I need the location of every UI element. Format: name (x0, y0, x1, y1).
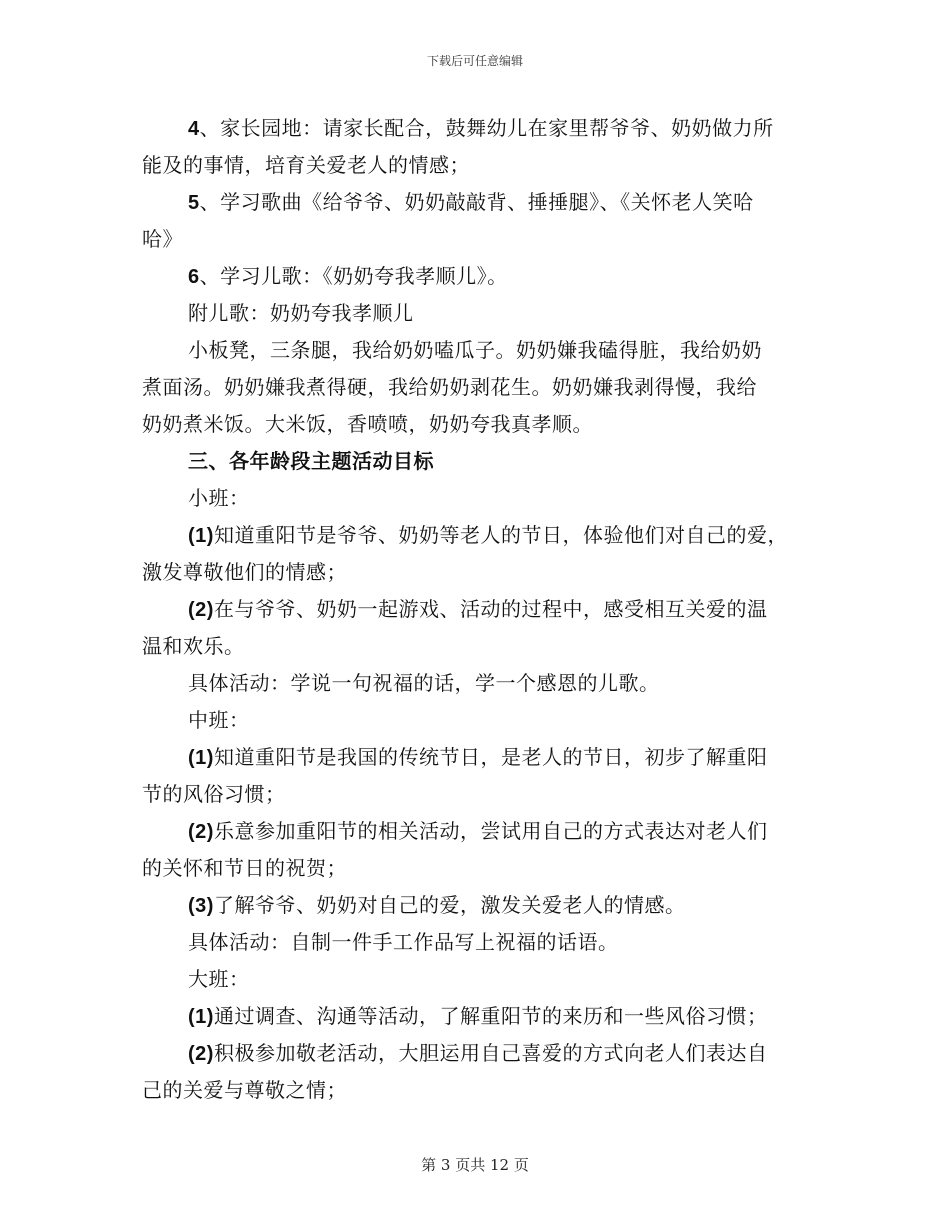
middle-class-goal-3-line-1 (142, 887, 812, 924)
page-footer: 第 3 页共 12 页 (421, 1156, 529, 1174)
small-class-goal-1-line-2: 激发尊敬他们的情感； (142, 560, 347, 584)
paragraph-text: 积极参加敬老活动，大胆运用自己喜爱的方式向老人们表达自 (213, 1041, 768, 1065)
small-class-goal-1-line-1 (142, 517, 812, 554)
paragraph-text: 乐意参加重阳节的相关活动，尝试用自己的方式表达对老人们 (213, 819, 768, 843)
paragraph-text: 、家长园地：请家长配合，鼓舞幼儿在家里帮爷爷、奶奶做力所 (199, 116, 774, 140)
goal-number: (1) (188, 747, 214, 769)
paragraph-text: 知道重阳节是爷爷、奶奶等老人的节日，体验他们对自己的爱， (213, 523, 788, 547)
middle-class-goal-2-line-1 (142, 813, 812, 850)
item-number: 4 (188, 118, 200, 140)
item-6-line-1 (142, 258, 812, 295)
small-class-goal-2-line-2: 温和欢乐。 (142, 634, 245, 658)
goal-number: (3) (188, 895, 214, 917)
song-title: 附儿歌：奶奶夸我孝顺儿 (188, 301, 414, 325)
item-4-line-1 (142, 110, 812, 147)
song-line-3: 奶奶煮米饭。大米饭，香喷喷，奶奶夸我真孝顺。 (142, 412, 593, 436)
document-body (142, 110, 812, 1109)
goal-number: (1) (188, 525, 214, 547)
middle-class-label: 中班： (188, 708, 250, 732)
paragraph-text: 了解爷爷、奶奶对自己的爱，激发关爱老人的情感。 (213, 893, 686, 917)
song-line-1: 小板凳，三条腿，我给奶奶嗑瓜子。奶奶嫌我磕得脏，我给奶奶 (188, 338, 762, 362)
large-class-goal-2-line-1 (142, 1035, 812, 1072)
small-class-activity: 具体活动：学说一句祝福的话，学一个感恩的儿歌。 (188, 671, 660, 695)
small-class-goal-2-line-1 (142, 591, 812, 628)
paragraph-text: 通过调查、沟通等活动，了解重阳节的来历和一些风俗习惯； (213, 1004, 768, 1028)
middle-class-goal-2-line-2: 的关怀和节日的祝贺； (142, 856, 347, 880)
item-5-line-2: 哈》 (142, 227, 183, 251)
large-class-goal-2-line-2: 己的关爱与尊敬之情； (142, 1078, 347, 1102)
paragraph-text: 在与爷爷、奶奶一起游戏、活动的过程中，感受相互关爱的温 (213, 597, 768, 621)
goal-number: (2) (188, 599, 214, 621)
paragraph-text: 知道重阳节是我国的传统节日，是老人的节日，初步了解重阳 (213, 745, 768, 769)
goal-number: (1) (188, 1006, 214, 1028)
page-header: 下载后可任意编辑 (426, 54, 523, 68)
goal-number: (2) (188, 1043, 214, 1065)
paragraph-text: 、学习歌曲《给爷爷、奶奶敲敲背、捶捶腿》、《关怀老人笑哈 (199, 190, 754, 214)
item-number: 5 (188, 192, 200, 214)
middle-class-goal-1-line-2: 节的风俗习惯； (142, 782, 286, 806)
goal-number: (2) (188, 821, 214, 843)
paragraph-text: 、学习儿歌：《奶奶夸我孝顺儿》。 (199, 264, 508, 288)
item-4-line-2: 能及的事情，培育关爱老人的情感； (142, 153, 470, 177)
item-number: 6 (188, 266, 200, 288)
song-line-2: 煮面汤。奶奶嫌我煮得硬，我给奶奶剥花生。奶奶嫌我剥得慢，我给 (142, 375, 757, 399)
small-class-label: 小班： (188, 486, 250, 510)
middle-class-activity: 具体活动：自制一件手工作品写上祝福的话语。 (188, 930, 619, 954)
large-class-goal-1-line-1 (142, 998, 812, 1035)
large-class-label: 大班： (188, 967, 250, 991)
item-5-line-1 (142, 184, 812, 221)
section-3-heading: 三、各年龄段主题活动目标 (188, 449, 434, 473)
middle-class-goal-1-line-1 (142, 739, 812, 776)
